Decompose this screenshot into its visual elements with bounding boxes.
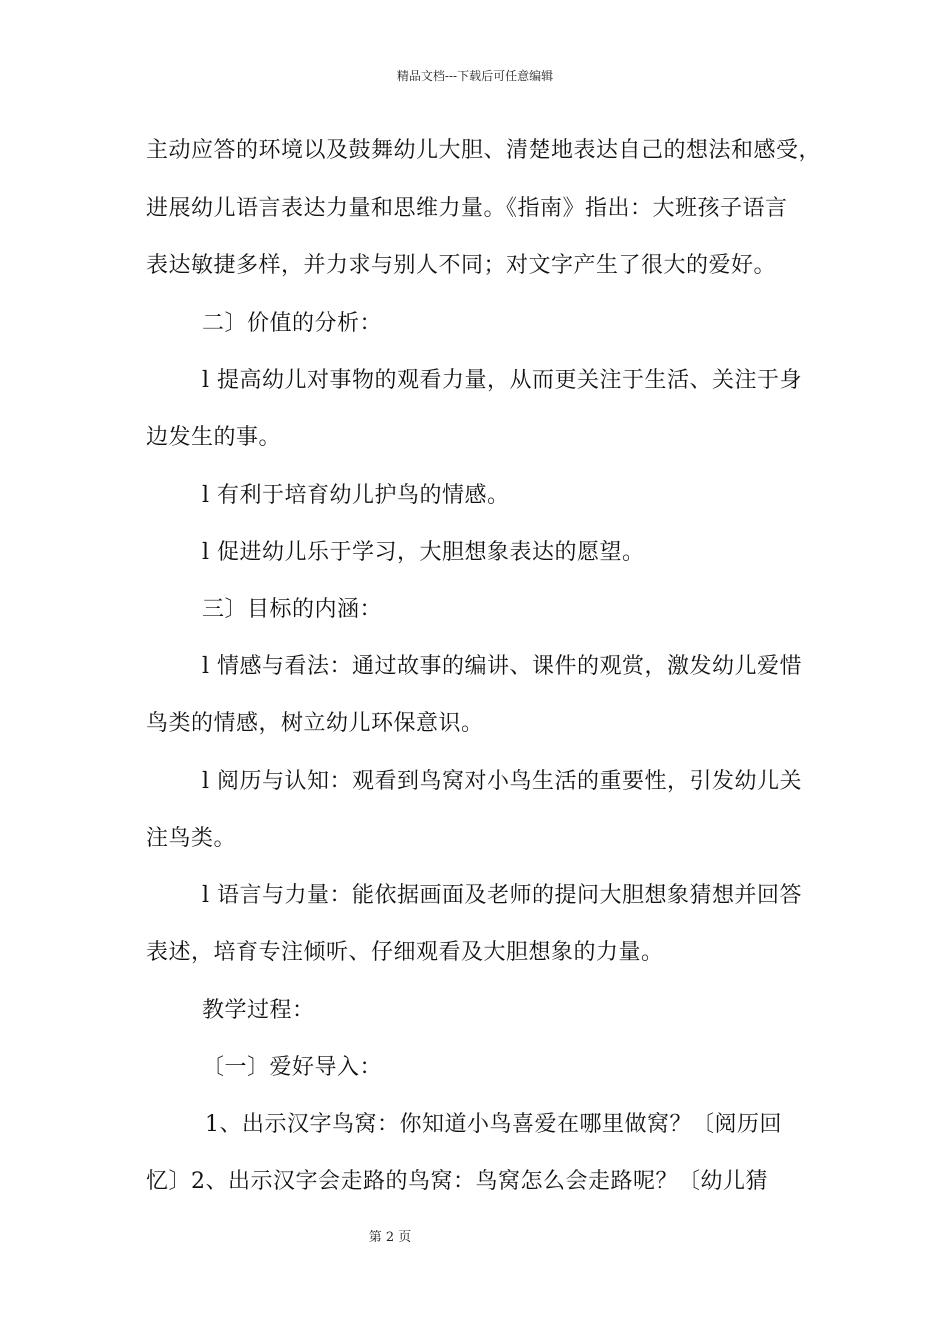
list-item: l 有利于培育幼儿护鸟的情感。 xyxy=(202,483,510,508)
paragraph-line: 进展幼儿语言表达力量和思维力量。《指南》指出：大班孩子语言 xyxy=(146,196,788,221)
section-heading: 教学过程： xyxy=(202,998,315,1023)
section-heading: 〔一〕爱好导入： xyxy=(202,1055,383,1080)
section-heading: 三〕目标的内涵： xyxy=(202,597,383,622)
paragraph-line: 忆〕2、出示汉字会走路的鸟窝：鸟窝怎么会走路呢？〔幼儿猜 xyxy=(146,1169,768,1194)
paragraph-line: 边发生的事。 xyxy=(146,425,282,450)
list-item: l 促进幼儿乐于学习，大胆想象表达的愿望。 xyxy=(202,540,645,565)
list-item: l 语言与力量：能依据画面及老师的提问大胆想象猜想并回答 xyxy=(202,883,803,908)
page-header: 精品文档---下载后可任意编辑 xyxy=(396,69,554,83)
section-heading: 二〕价值的分析： xyxy=(202,311,383,336)
page-number: 第 2 页 xyxy=(368,1230,412,1245)
paragraph-line: 表述，培育专注倾听、仔细观看及大胆想象的力量。 xyxy=(146,940,664,965)
list-item: l 情感与看法：通过故事的编讲、课件的观赏，激发幼儿爱惜 xyxy=(202,654,803,679)
paragraph-line: 注鸟类。 xyxy=(146,826,237,851)
list-item: 1、出示汉字鸟窝：你知道小鸟喜爱在哪里做窝？〔阅历回 xyxy=(205,1112,782,1137)
paragraph-line: 表达敏捷多样，并力求与别人不同；对文字产生了很大的爱好。 xyxy=(146,253,777,278)
paragraph-line: 鸟类的情感，树立幼儿环保意识。 xyxy=(146,711,484,736)
list-item: l 提高幼儿对事物的观看力量，从而更关注于生活、关注于身 xyxy=(202,368,803,393)
paragraph-line: 主动应答的环境以及鼓舞幼儿大胆、清楚地表达自己的想法和感受， xyxy=(146,138,822,163)
list-item: l 阅历与认知：观看到鸟窝对小鸟生活的重要性，引发幼儿关 xyxy=(202,769,803,794)
